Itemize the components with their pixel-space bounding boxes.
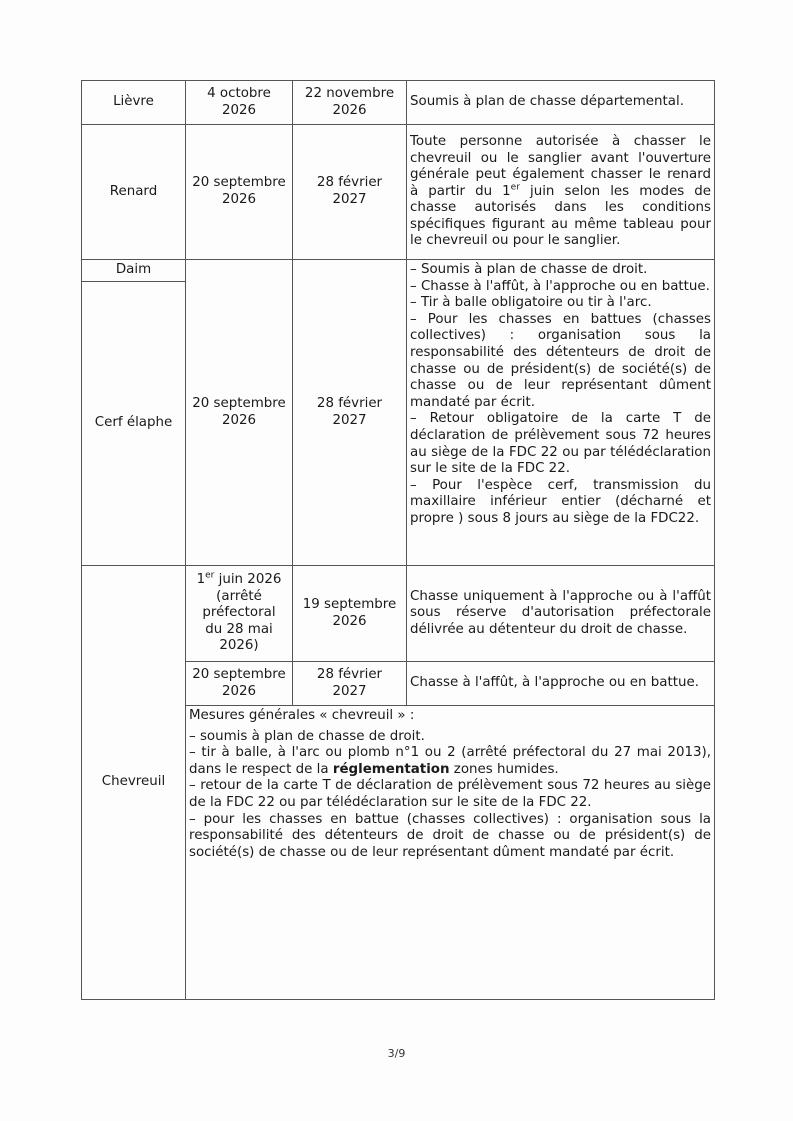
species-cell: Lièvre (82, 81, 186, 125)
date-line: 2027 (332, 412, 367, 428)
date-line: 28 février (316, 175, 383, 191)
superscript: er (205, 570, 215, 581)
table-row-renard (82, 125, 715, 260)
date-line: 2026 (332, 102, 367, 118)
date-line: 2027 (332, 192, 367, 207)
page-number: 3/9 (387, 1047, 406, 1060)
date-line: 2026 (221, 102, 257, 118)
table-row-lievre (82, 81, 715, 125)
table-row-chevreuil-early (82, 566, 715, 662)
species-cell: Chevreuil (82, 566, 186, 1000)
condition-item: – Pour l'espèce cerf, transmission du maxillaire inférieur entier (décharné et propre ) sous 8 jours au siège de la FDC22. (410, 477, 711, 526)
superscript: er (510, 182, 520, 193)
opening-date-cell (186, 125, 293, 260)
date-line: 20 septembre (192, 666, 286, 682)
conditions-cell: Chasse uniquement à l'approche ou à l'affût sous réserve d'autorisation préfectorale délivrée au détenteur du droit de chasse. (407, 566, 715, 662)
conditions-cell (407, 260, 715, 566)
conditions-cell (407, 125, 715, 260)
date-day: 1 (196, 572, 206, 588)
species-cell: Cerf élaphe (82, 282, 186, 566)
closing-date-cell (293, 662, 407, 706)
date-line: 2026 (221, 412, 257, 428)
condition-item: – Retour obligatoire de la carte T de déclaration de prélèvement sous 72 heures au siège de la FDC 22 ou par télédéclaration sur le site de la FDC 22. (410, 411, 711, 477)
date-line: préfectoral (202, 605, 276, 621)
date-rest: juin 2026 (214, 572, 282, 588)
general-measures-cell (186, 706, 715, 1000)
species-cell: Daim (82, 260, 186, 282)
general-item: – retour de la carte T de déclaration de prélèvement sous 72 heures au siège de la FDC 22 ou par télédéclaration sur le site de la FDC 22. (189, 778, 711, 810)
conditions-cell: Chasse à l'affût, à l'approche ou en battue. (407, 662, 715, 706)
table-row-daim (82, 260, 715, 282)
date-line: 19 septembre (302, 596, 397, 612)
date-line (189, 572, 289, 589)
closing-date-cell (293, 260, 407, 566)
condition-item: – Soumis à plan de chasse de droit. (410, 262, 648, 277)
opening-date-cell (186, 81, 293, 125)
date-line: 2026 (221, 683, 257, 699)
date-line: du 28 mai (205, 621, 273, 637)
date-line: 2026 (332, 613, 367, 629)
date-line: 28 février (316, 666, 383, 682)
general-item-text: – tir à balle, à l'arc ou plomb n°1 ou 2 (arrêté préfectoral du 27 mai 2013), dans le respect de la (189, 745, 711, 777)
closing-date-cell (293, 81, 407, 125)
date-line: 2027 (332, 683, 367, 699)
closing-date-cell (293, 566, 407, 662)
general-measures-title: Mesures générales « chevreuil » : (189, 708, 415, 723)
condition-item: – Tir à balle obligatoire ou tir à l'arc. (410, 295, 652, 311)
conditions-text-b: juin selon les modes de chasse autorisés dans les conditions spécifiques figurant au même tableau pour le chevreuil ou pour le sanglier. (410, 183, 712, 249)
conditions-text-a: Toute personne autorisée à chasser le chevreuil ou le sanglier avant l'ouverture générale peut également chasser le renard à partir du 1 (410, 133, 711, 199)
date-line: (arrêté (216, 588, 262, 604)
general-item-bold: réglementation (332, 761, 450, 777)
condition-item: – Pour les chasses en battues (chasses collectives) : organisation sous la responsabilité des détenteurs de droit de chasse ou de président(s) de société(s) de chasse ou de leur représentant dûment mandaté par écrit. (410, 311, 711, 410)
condition-item: – Chasse à l'affût, à l'approche ou en battue. (410, 278, 710, 294)
species-cell: Renard (82, 125, 186, 260)
general-item-text: zones humides. (449, 761, 559, 777)
date-line: 2026 (221, 192, 257, 207)
opening-date-cell (186, 662, 293, 706)
general-item: – pour les chasses en battue (chasses collectives) : organisation sous la responsabilité des détenteurs de droit de chasse ou de président(s) de société(s) de chasse ou de leur représentant dûment mandaté par écrit. (189, 811, 711, 860)
opening-date-cell (186, 566, 293, 662)
date-line: 2026) (219, 638, 259, 654)
date-line: 20 septembre (192, 175, 286, 191)
date-line: 28 février (316, 395, 383, 411)
date-line: 22 novembre (304, 85, 395, 101)
general-item: – soumis à plan de chasse de droit. (189, 728, 425, 744)
date-line: 4 octobre (207, 85, 271, 101)
closing-date-cell (293, 125, 407, 260)
general-item (189, 745, 711, 778)
conditions-cell: Soumis à plan de chasse départemental. (407, 81, 715, 125)
hunting-periods-table (81, 80, 715, 1000)
opening-date-cell (186, 260, 293, 566)
date-line: 20 septembre (192, 395, 286, 411)
